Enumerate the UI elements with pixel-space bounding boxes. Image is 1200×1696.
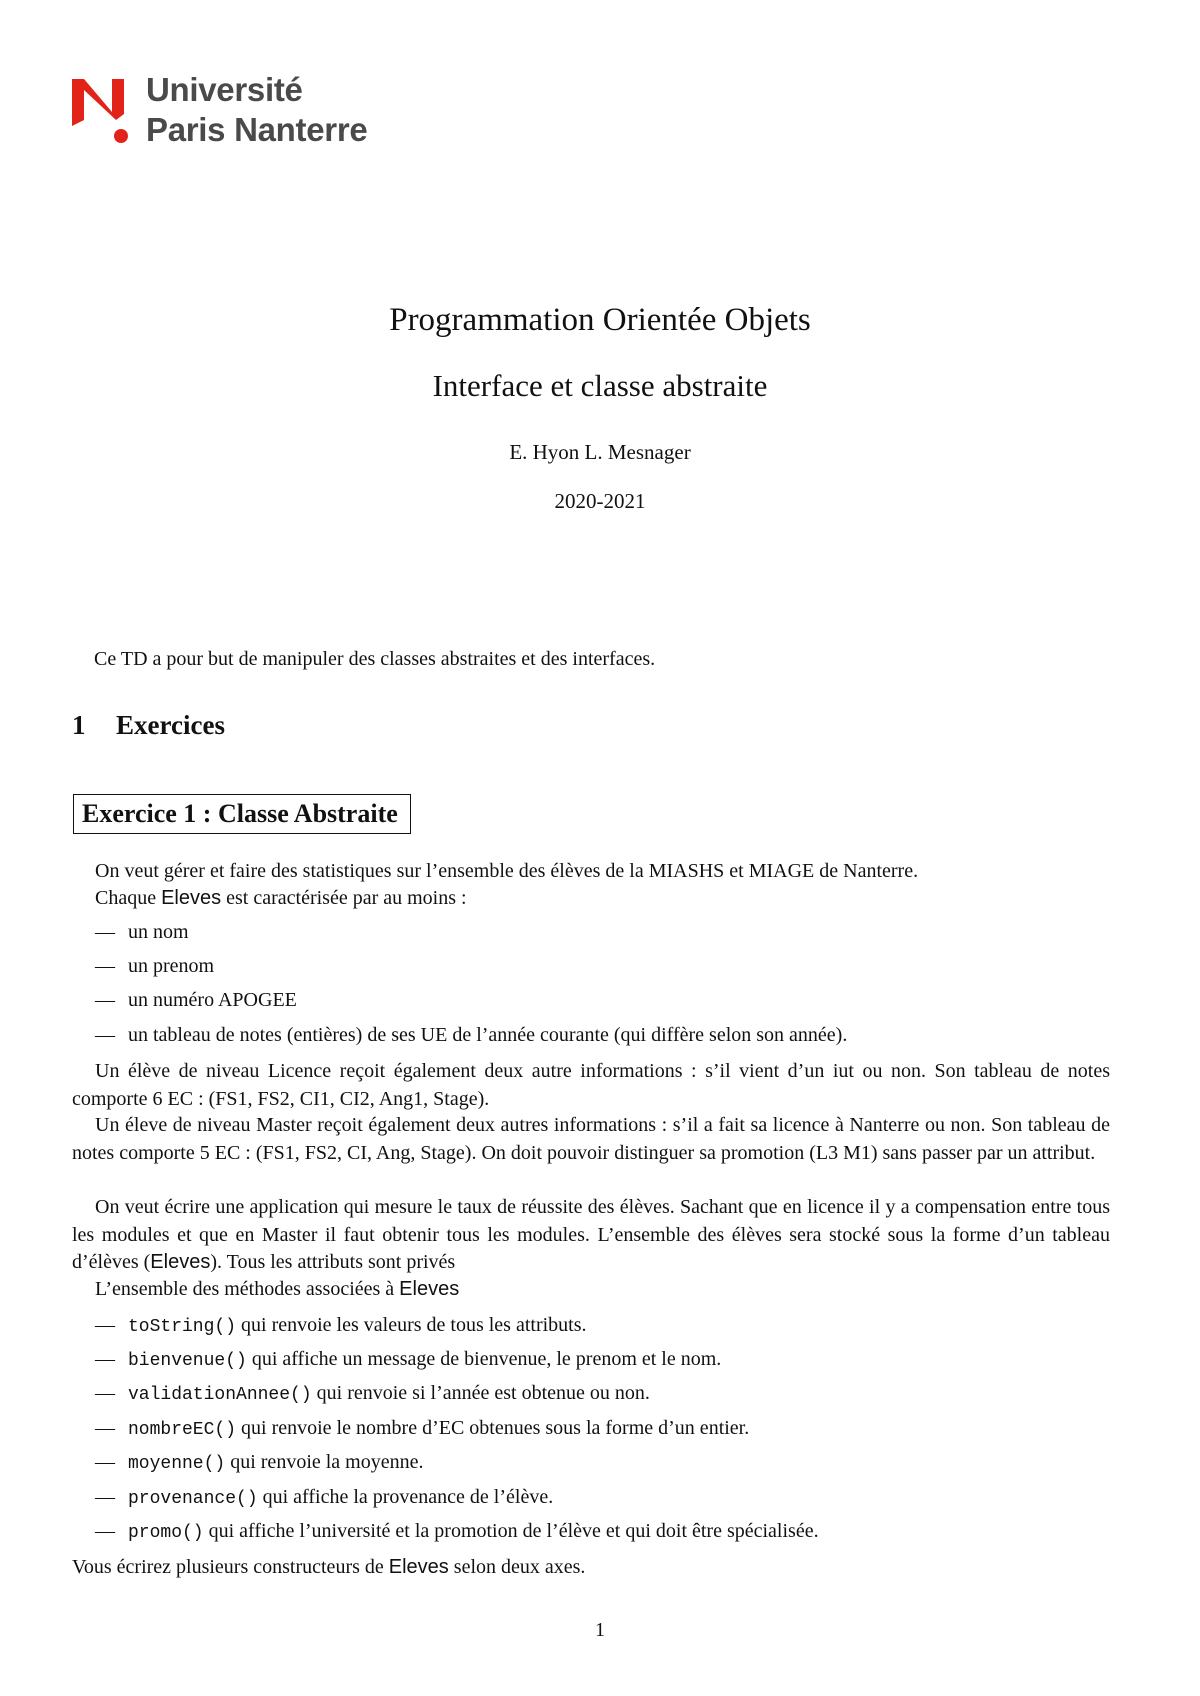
logo-line-1: Université xyxy=(146,71,303,108)
method-text: qui renvoie les valeurs de tous les attributs. xyxy=(241,1314,587,1336)
exercise-paragraph-3: Un élève de niveau Licence reçoit également deux autre informations : s’il vient d’un iut ou non. Son tableau de notes comporte 6 EC : (FS1, FS2, CI1, CI2, Ang1, Stage). xyxy=(72,1060,1110,1110)
attribute-text: un numéro APOGEE xyxy=(128,989,297,1011)
method-text: qui affiche l’université et la promotion de l’élève et qui doit être spécialisée. xyxy=(208,1520,819,1542)
p7-start: Vous écrirez plusieurs constructeurs de xyxy=(72,1556,384,1578)
class-name-eleves: Eleves xyxy=(399,1278,460,1300)
p2-start: Chaque xyxy=(95,887,157,909)
method-code: toString() xyxy=(128,1317,237,1337)
logo-mark-icon xyxy=(72,74,138,144)
document-title: Programmation Orientée Objets xyxy=(389,302,811,338)
page-number: 1 xyxy=(595,1619,605,1641)
method-item xyxy=(95,1380,650,1409)
attribute-text: un nom xyxy=(128,921,189,943)
list-dash: — xyxy=(95,1314,115,1336)
method-code: nombreEC() xyxy=(128,1420,237,1440)
section-heading xyxy=(72,710,225,741)
p2-end: est caractérisée par au moins : xyxy=(226,887,467,909)
list-dash: — xyxy=(95,1024,115,1046)
university-logo xyxy=(72,70,402,150)
list-dash: — xyxy=(95,1486,115,1508)
method-code: validationAnnee() xyxy=(128,1385,312,1405)
method-item xyxy=(95,1518,819,1547)
p7-end: selon deux axes. xyxy=(453,1556,586,1578)
method-code: bienvenue() xyxy=(128,1351,247,1371)
document-authors: E. Hyon L. Mesnager xyxy=(509,440,691,464)
method-text: qui renvoie le nombre d’EC obtenues sous la forme d’un entier. xyxy=(241,1417,750,1439)
exercise-paragraph-4: Un éleve de niveau Master reçoit également deux autres informations : s’il a fait sa licence à Nanterre ou non. Son tableau de notes comporte 5 EC : (FS1, FS2, CI, Ang, Stage). On doit pouvoir distinguer sa promotion (L3 M1) sans passer par un attribut. xyxy=(72,1114,1110,1164)
logo-line-2: Paris Nanterre xyxy=(146,111,368,148)
p5-end: ). Tous les attributs sont privés xyxy=(210,1251,456,1273)
p6-start: L’ensemble des méthodes associées à xyxy=(95,1278,395,1300)
list-dash: — xyxy=(95,1348,115,1370)
method-text: qui renvoie si l’année est obtenue ou non. xyxy=(316,1382,650,1404)
section-number: 1 xyxy=(72,710,86,740)
attribute-item xyxy=(95,987,297,1014)
method-code: promo() xyxy=(128,1523,204,1543)
attribute-text: un prenom xyxy=(128,955,215,977)
intro-paragraph: Ce TD a pour but de manipuler des classes abstraites et des interfaces. xyxy=(94,648,656,670)
document-year: 2020-2021 xyxy=(554,489,646,513)
document-subtitle: Interface et classe abstraite xyxy=(432,368,768,403)
list-dash: — xyxy=(95,1382,115,1404)
list-dash: — xyxy=(95,921,115,943)
list-dash: — xyxy=(95,1451,115,1473)
exercise-paragraph-5 xyxy=(72,1194,1110,1277)
class-name-eleves: Eleves xyxy=(150,1251,211,1273)
list-dash: — xyxy=(95,1417,115,1439)
method-item xyxy=(95,1484,553,1513)
list-dash: — xyxy=(95,955,115,977)
method-item xyxy=(95,1312,587,1341)
exercise-paragraph-6 xyxy=(95,1276,1110,1304)
attribute-item xyxy=(95,1022,847,1049)
p5-start: On veut écrire une application qui mesure le taux de réussite des élèves. Sachant que en licence il y a compensation entre tous les modules et que en Master il faut obtenir tous les modules. L’ensemble des élèves sera stocké sous la forme d’un tableau d’élèves ( xyxy=(72,1196,1110,1273)
method-item xyxy=(95,1346,721,1375)
list-dash: — xyxy=(95,989,115,1011)
logo-text xyxy=(146,70,367,150)
class-name-eleves: Eleves xyxy=(388,1556,449,1578)
method-item xyxy=(95,1415,749,1444)
method-text: qui affiche un message de bienvenue, le prenom et le nom. xyxy=(251,1348,722,1370)
method-code: moyenne() xyxy=(128,1454,226,1474)
class-name-eleves: Eleves xyxy=(161,887,222,909)
exercise-paragraph-1: On veut gérer et faire des statistiques sur l’ensemble des élèves de la MIASHS et MIAGE de Nanterre. xyxy=(95,860,919,882)
section-title: Exercices xyxy=(116,710,225,740)
exercise-paragraph-2 xyxy=(95,885,1110,913)
exercise-paragraph-7 xyxy=(72,1554,1110,1582)
exercise-title-box: Exercice 1 : Classe Abstraite xyxy=(73,794,411,834)
attribute-text: un tableau de notes (entières) de ses UE de l’année courante (qui diffère selon son année). xyxy=(128,1024,848,1046)
list-dash: — xyxy=(95,1520,115,1542)
method-text: qui renvoie la moyenne. xyxy=(230,1451,424,1473)
attribute-item xyxy=(95,953,214,980)
method-code: provenance() xyxy=(128,1489,258,1509)
method-item xyxy=(95,1449,424,1478)
attribute-item xyxy=(95,919,189,946)
method-text: qui affiche la provenance de l’élève. xyxy=(262,1486,554,1508)
